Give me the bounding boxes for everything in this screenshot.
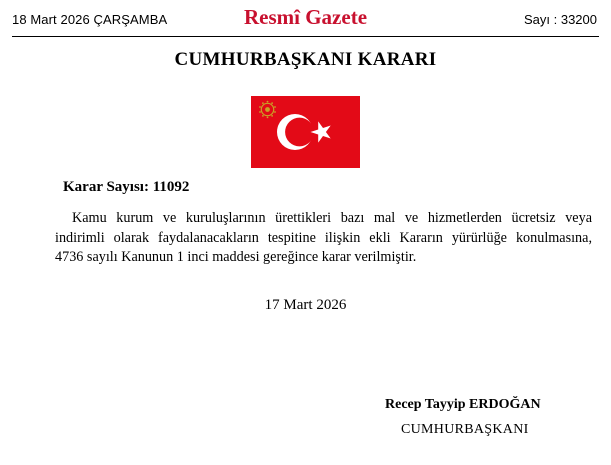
decision-date: 17 Mart 2026 xyxy=(264,297,347,313)
turkish-flag-icon xyxy=(251,96,360,168)
signer-name: Recep Tayyip ERDOĞAN xyxy=(385,397,541,412)
body-line: indirimli olarak faydalanacakların tespitine ilişkin ekli Kararın yürürlüğe konulmasına, xyxy=(55,229,592,246)
decision-number-line xyxy=(63,179,189,196)
issue-number: Sayı : 33200 xyxy=(524,12,597,27)
body-line: Kamu kurum ve kuruluşlarının ürettikleri bazı mal ve hizmetlerden ücretsiz veya xyxy=(72,210,592,226)
header-divider xyxy=(12,36,599,37)
document-title: CUMHURBAŞKANI KARARI xyxy=(174,49,437,70)
signer-title: CUMHURBAŞKANI xyxy=(401,422,529,437)
decision-number-value: 11092 xyxy=(152,179,190,195)
issue-date: 18 Mart 2026 ÇARŞAMBA xyxy=(12,12,168,27)
gazette-title: Resmî Gazete xyxy=(243,5,368,29)
decision-body xyxy=(55,209,592,268)
decision-number-label: Karar Sayısı: xyxy=(63,179,149,195)
body-line: 4736 sayılı Kanunun 1 inci maddesi gereğince karar verilmiştir. xyxy=(55,249,417,265)
gazette-header xyxy=(12,0,599,37)
